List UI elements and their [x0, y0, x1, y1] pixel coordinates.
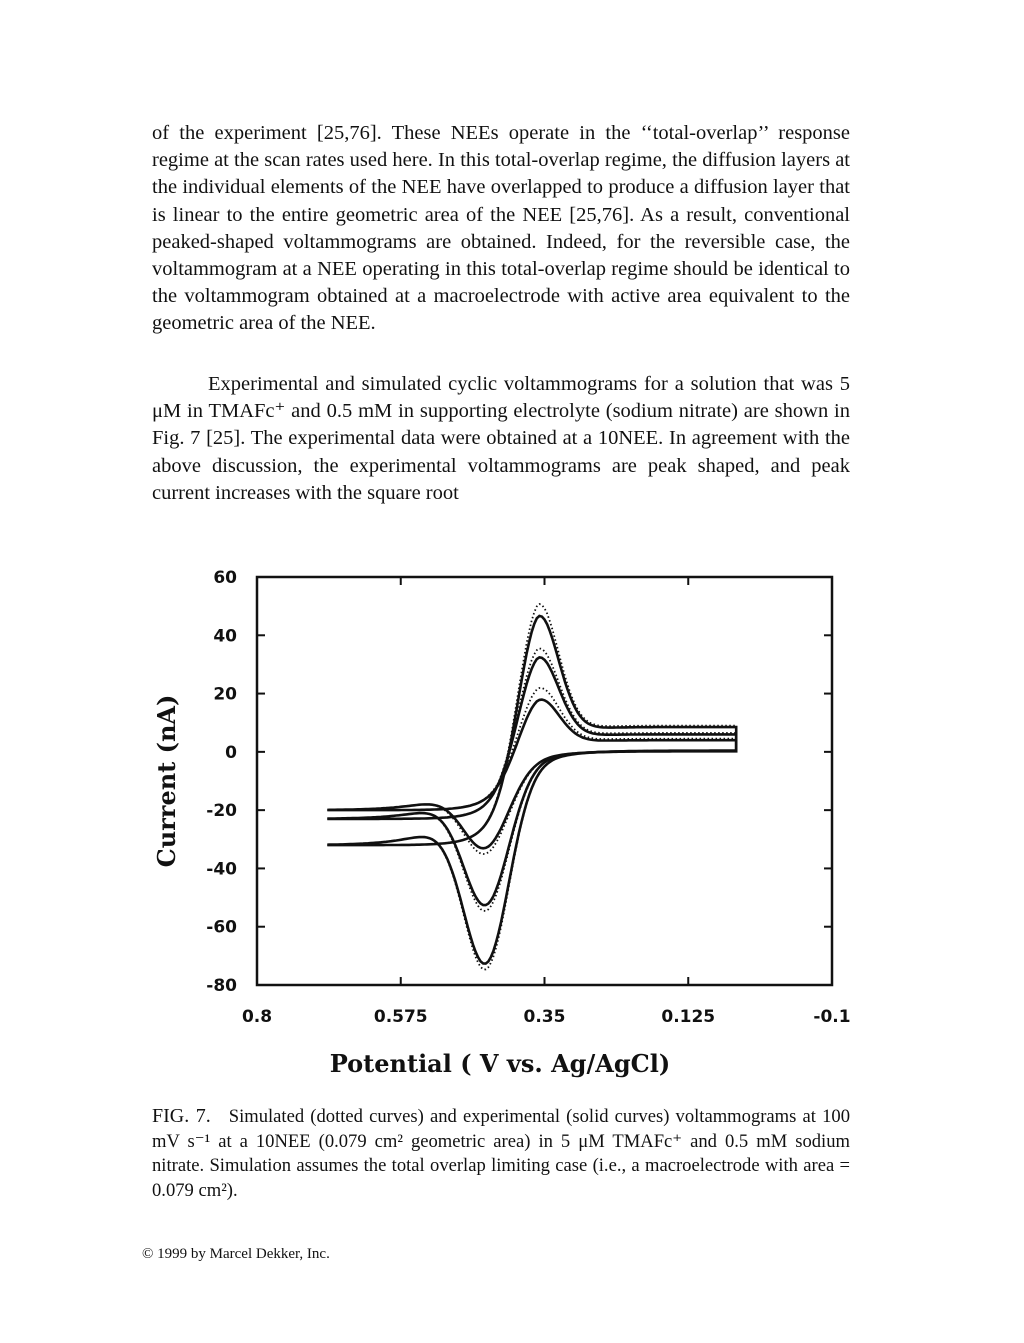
- x-tick-label: 0.8: [241, 1007, 273, 1027]
- paragraph-1: of the experiment [25,76]. These NEEs operate in the ‘‘total-overlap’’ response regime at the scan rates used here. In this total-overlap regime, the diffusion layers at the individual elements of the NEE have overlapped to produce a diffusion layer that is linear to the entire geometric area of the NEE [25,76]. As a result, conventional peaked-shaped voltammograms are obtained. Indeed, for the reversible case, the voltammogram at a NEE operating in this total-overlap regime should be identical to the voltammogram obtained at a macroelectrode with active area equivalent to the geometric area of the NEE.: [152, 122, 850, 335]
- x-tick-label: 0.575: [373, 1007, 428, 1027]
- figure-caption: [152, 1104, 850, 1203]
- y-tick-label: 20: [213, 684, 237, 705]
- figure-label: FIG. 7.: [152, 1105, 211, 1127]
- x-tick-label: 0.125: [661, 1007, 716, 1027]
- x-axis-ticks: [242, 577, 851, 1027]
- y-tick-label: -20: [206, 801, 237, 822]
- y-tick-label: -60: [206, 917, 237, 938]
- y-tick-label: 60: [213, 568, 237, 588]
- voltammogram-curves: [327, 604, 736, 969]
- y-tick-label: -40: [206, 859, 237, 880]
- paragraph-2: Experimental and simulated cyclic voltammograms for a solution that was 5 μM in TMAFc⁺ and 0.5 mM in supporting electrolyte (sodium nitrate) are shown in Fig. 7 [25]. The experimental data were obtained at a 10NEE. In agreement with the above discussion, the experimental voltammograms are peak shaped, and peak current increases with the square root: [152, 373, 850, 504]
- x-tick-label: 0.35: [523, 1007, 566, 1027]
- y-tick-label: 0: [225, 742, 237, 763]
- plot-frame: [257, 577, 832, 985]
- copyright-notice: © 1999 by Marcel Dekker, Inc.: [142, 1246, 330, 1262]
- y-tick-label: 40: [213, 626, 237, 647]
- x-axis-label: Potential ( V vs. Ag/AgCl): [329, 1049, 671, 1078]
- figure-caption-text: Simulated (dotted curves) and experimental (solid curves) voltammograms at 100 mV s⁻¹ at a 10NEE (0.079 cm² geometric area) in 5 μM TMAFc⁺ and 0.5 mM sodium nitrate. Simulation assumes the total overlap limiting case (i.e., a macroelectrode with area = 0.079 cm²).: [152, 1106, 850, 1201]
- cyclic-voltammogram-chart: [140, 560, 880, 1090]
- y-axis-ticks: [206, 568, 832, 996]
- y-axis-label: Current (nA): [152, 694, 181, 868]
- experimental-curve-0: [327, 700, 736, 849]
- y-tick-label: -80: [206, 976, 237, 996]
- x-tick-label: -0.1: [813, 1007, 851, 1027]
- experimental-curve-2: [327, 657, 736, 905]
